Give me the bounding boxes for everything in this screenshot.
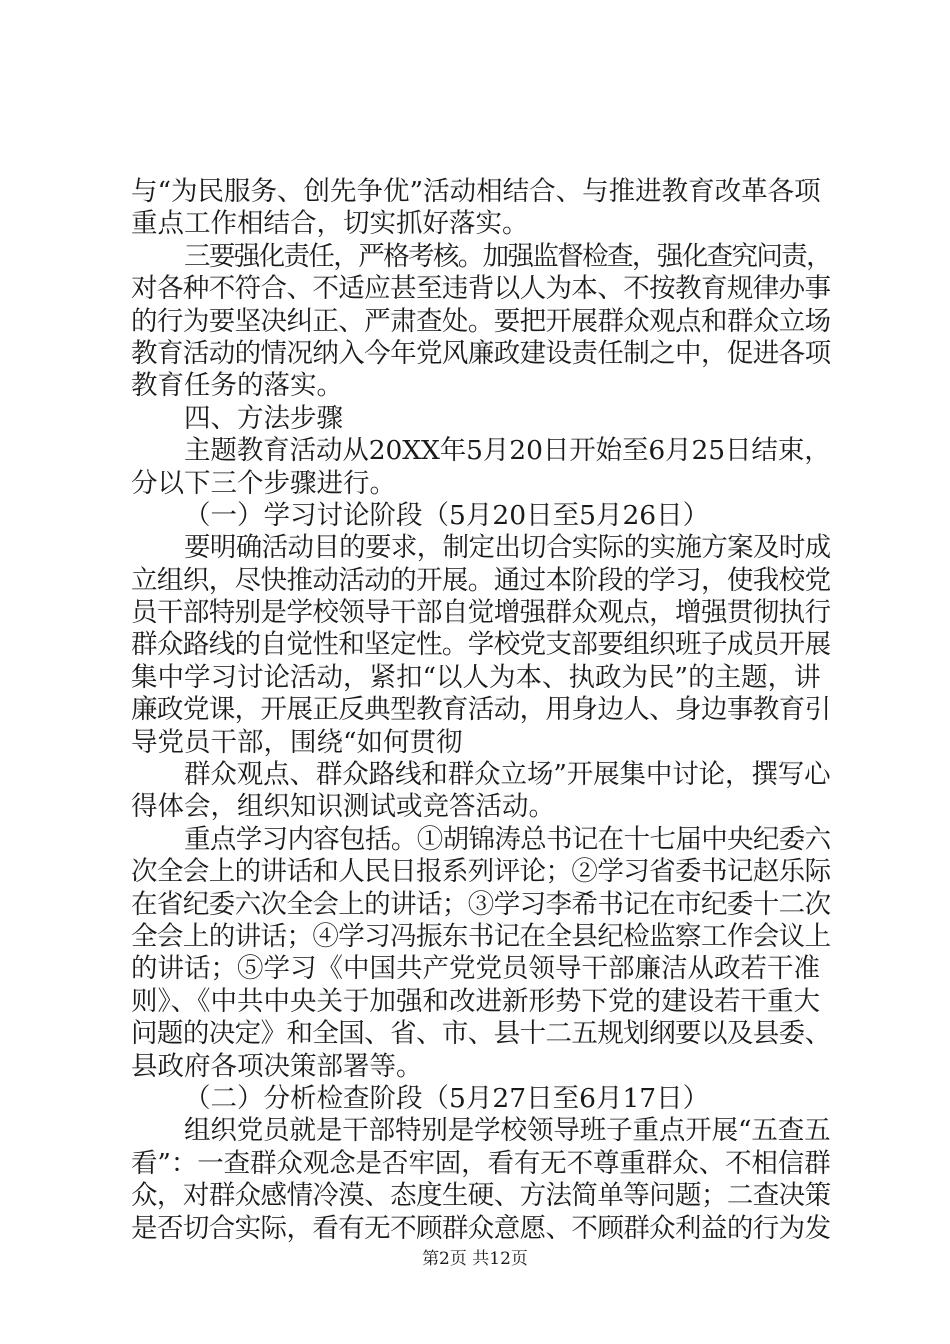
text-line: 重点工作相结合，切实抓好落实。 [131,208,529,240]
text-line: 对各种不符合、不适应甚至违背以人为本、不按教育规律办事 [131,273,831,305]
text-line: 全会上的讲话；④学习冯振东书记在全县纪检监察工作会议上 [131,920,831,952]
text-line: （二）分析检查阶段（5月27日至6月17日） [184,1082,710,1114]
text-line: （一）学习讨论阶段（5月20日至5月26日） [184,499,710,531]
text-line: 导党员干部，围绕“如何贯彻 [131,726,463,758]
text-line: 在省纪委六次全会上的讲话；③学习李希书记在市纪委十二次 [131,888,831,920]
text-line: 县政府各项决策部署等。 [131,1050,423,1082]
document-body [131,176,831,1245]
text-line: 是否切合实际，看有无不顾群众意愿、不顾群众利益的行为发 [131,1212,831,1244]
text-line: 的讲话；⑤学习《中国共产党党员领导干部廉洁从政若干准 [131,953,820,985]
text-line: 集中学习讨论活动，紧扣“以人为本、执政为民”的主题，讲 [131,661,821,693]
text-line: 的行为要坚决纠正、严肃查处。要把开展群众观点和群众立场 [131,305,831,337]
text-line: 次全会上的讲话和人民日报系列评论；②学习省委书记赵乐际 [131,856,831,888]
text-line: 群众路线的自觉性和坚定性。学校党支部要组织班子成员开展 [131,629,831,661]
text-line: 员干部特别是学校领导干部自觉增强群众观点，增强贯彻执行 [131,597,831,629]
text-line: 三要强化责任，严格考核。加强监督检查，强化查究问责， [184,240,831,272]
text-line: 问题的决定》和全国、省、市、县十二五规划纲要以及县委、 [131,1018,831,1050]
text-line: 与“为民服务、创先争优”活动相结合、与推进教育改革各项 [131,176,821,207]
text-line: 立组织，尽快推动活动的开展。通过本阶段的学习，使我校党 [131,564,831,596]
text-line: 要明确活动目的要求，制定出切合实际的实施方案及时成 [184,532,831,564]
text-line: 众，对群众感情冷漠、态度生硬、方法简单等问题；二查决策 [131,1180,831,1212]
text-line: 教育活动的情况纳入今年党风廉政建设责任制之中，促进各项 [131,337,831,369]
text-line: 主题教育活动从20XX年5月20日开始至6月25日结束， [184,435,831,467]
page-footer: 第2页 共12页 [422,1249,528,1269]
text-line: 则》、《中共中央关于加强和改进新形势下党的建设若干重大 [131,985,820,1017]
text-line: 得体会，组织知识测试或竞答活动。 [131,791,555,823]
text-line: 分以下三个步骤进行。 [131,467,396,499]
text-line: 廉政党课，开展正反典型教育活动，用身边人、身边事教育引 [131,694,831,726]
text-line: 组织党员就是干部特别是学校领导班子重点开展“五查五 [184,1115,831,1147]
text-line: 四、方法步骤 [184,402,343,434]
text-line: 重点学习内容包括。①胡锦涛总书记在十七届中央纪委六 [184,823,831,855]
text-line: 教育任务的落实。 [131,370,343,402]
text-line: 群众观点、群众路线和群众立场”开展集中讨论，撰写心 [184,759,831,791]
text-line: 看”：一查群众观念是否牢固，看有无不尊重群众、不相信群 [131,1147,831,1179]
